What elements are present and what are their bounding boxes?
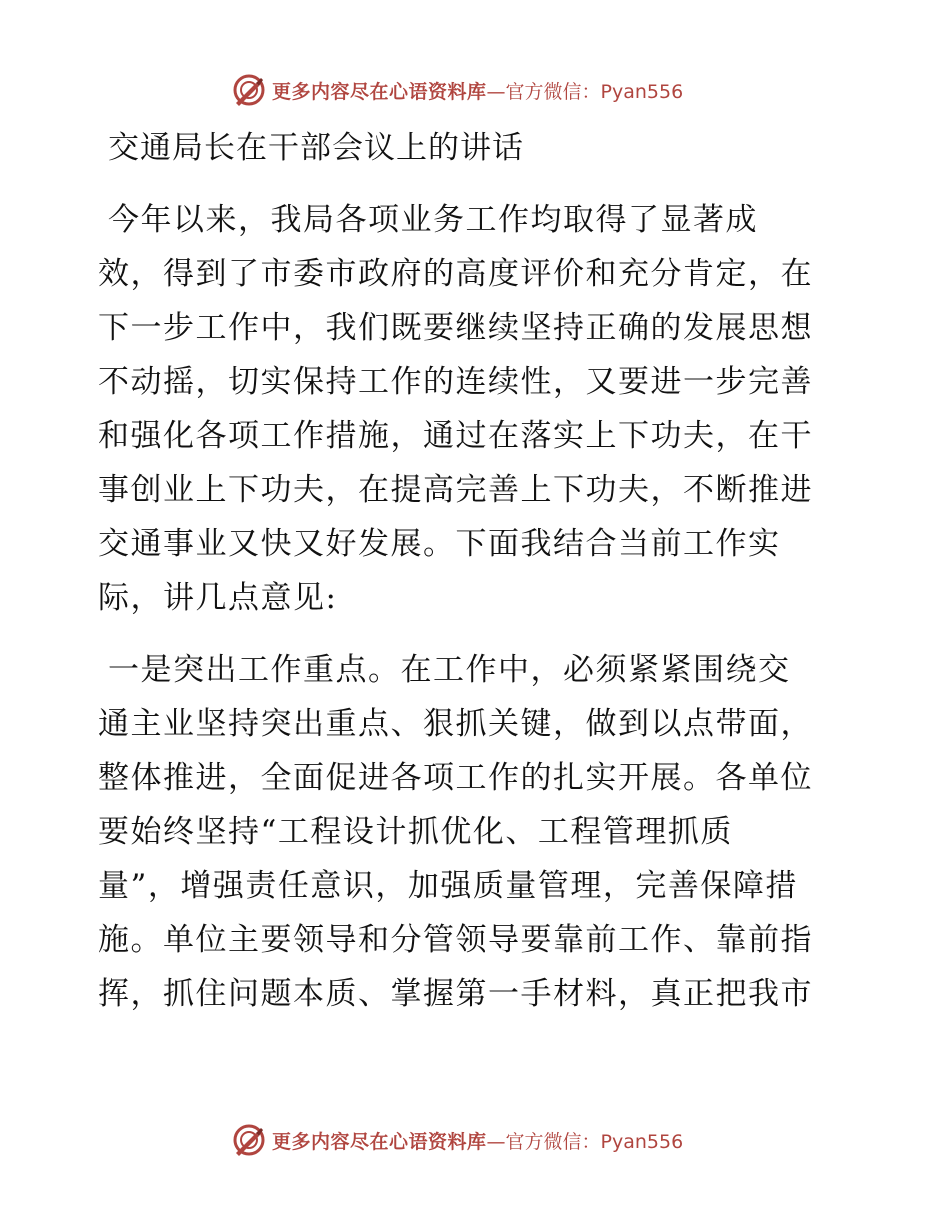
watermark-main-text: 更多内容尽在心语资料库 <box>272 80 487 103</box>
paragraph-2 <box>98 643 858 1021</box>
text-line: 和强化各项工作措施，通过在落实上下功夫，在干 <box>98 418 813 454</box>
text-line: 事创业上下功夫，在提高完善上下功夫，不断推进 <box>98 472 813 508</box>
text-line: 整体推进，全面促进各项工作的扎实开展。各单位 <box>98 760 813 796</box>
text-line: 通主业坚持突出重点、狠抓关键，做到以点带面， <box>98 706 813 742</box>
paragraph-1 <box>98 193 858 625</box>
watermark-main-text: 更多内容尽在心语资料库 <box>272 1130 487 1153</box>
watermark-banner-bottom <box>232 1120 683 1160</box>
document-body <box>98 121 858 1021</box>
watermark-sub-text: —官方微信：Pyan556 <box>486 1130 684 1153</box>
watermark-banner-top <box>232 70 683 110</box>
text-line: 不动摇，切实保持工作的连续性，又要进一步完善 <box>98 364 813 400</box>
text-line: 一是突出工作重点。在工作中，必须紧紧围绕交 <box>108 652 791 688</box>
document-title: 交通局长在干部会议上的讲话 <box>108 130 524 166</box>
text-line: 下一步工作中，我们既要继续坚持正确的发展思想 <box>98 310 813 346</box>
text-line: 效，得到了市委市政府的高度评价和充分肯定，在 <box>98 256 813 292</box>
text-line: 挥，抓住问题本质、掌握第一手材料，真正把我市 <box>98 976 813 1012</box>
watermark-sub-text: —官方微信：Pyan556 <box>486 80 684 103</box>
text-line: 施。单位主要领导和分管领导要靠前工作、靠前指 <box>98 922 813 958</box>
pen-logo-icon <box>232 73 266 107</box>
text-line: 际，讲几点意见: <box>98 580 338 616</box>
text-line: 交通事业又快又好发展。下面我结合当前工作实 <box>98 526 781 562</box>
pen-logo-icon <box>232 1123 266 1157</box>
text-line: 量”，增强责任意识，加强质量管理，完善保障措 <box>98 868 798 904</box>
text-line: 要始终坚持“工程设计抓优化、工程管理抓质 <box>98 814 733 850</box>
text-line: 今年以来，我局各项业务工作均取得了显著成 <box>108 202 758 238</box>
